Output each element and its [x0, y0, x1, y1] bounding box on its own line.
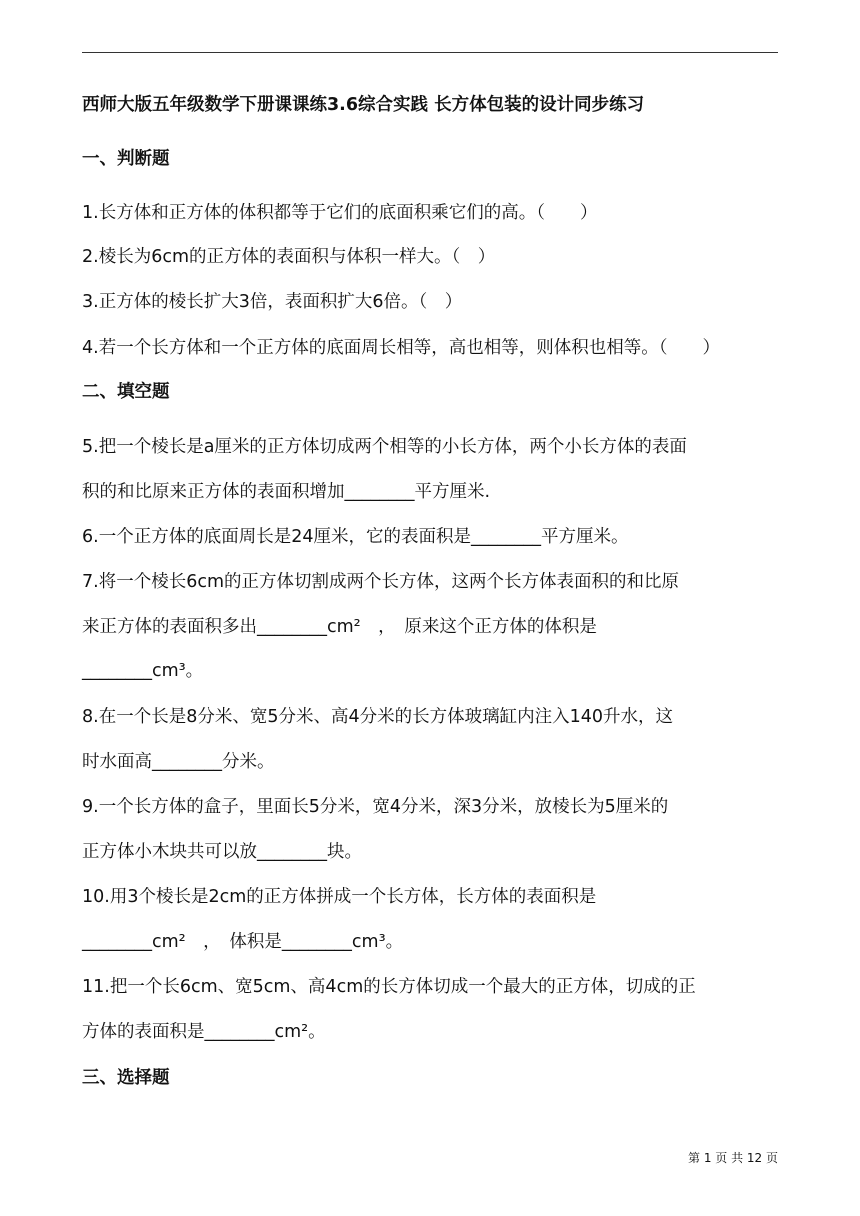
- header-rule: [82, 52, 778, 53]
- question-line: 6.一个正方体的底面周长是24厘米，它的表面积是________平方厘米。: [82, 527, 629, 547]
- question-line: ________cm³。: [82, 661, 204, 681]
- question-line: 时水面高________分米。: [82, 752, 275, 772]
- question-line: 7.将一个棱长6cm的正方体切割成两个长方体，这两个长方体表面积的和比原: [82, 572, 679, 592]
- question-line: 积的和比原来正方体的表面积增加________平方厘米.: [82, 482, 491, 502]
- question-line: 2.棱长为6cm的正方体的表面积与体积一样大。（ ）: [82, 247, 496, 267]
- section-heading-judge: 一、判断题: [82, 149, 170, 169]
- page-footer: 第 1 页 共 12 页: [688, 1151, 778, 1165]
- question-line: 3.正方体的棱长扩大3倍，表面积扩大6倍。（ ）: [82, 292, 463, 312]
- section-heading-choice: 三、选择题: [82, 1068, 170, 1088]
- question-line: 11.把一个长6cm、宽5cm、高4cm的长方体切成一个最大的正方体，切成的正: [82, 977, 696, 997]
- question-line: ________cm² ， 体积是________cm³。: [82, 932, 404, 952]
- question-line: 8.在一个长是8分米、宽5分米、高4分米的长方体玻璃缸内注入140升水，这: [82, 707, 673, 727]
- question-line: 9.一个长方体的盒子，里面长5分米，宽4分米，深3分米，放棱长为5厘米的: [82, 797, 669, 817]
- question-line: 来正方体的表面积多出________cm² ， 原来这个正方体的体积是: [82, 617, 597, 637]
- question-line: 5.把一个棱长是a厘米的正方体切成两个相等的小长方体，两个小长方体的表面: [82, 437, 687, 457]
- question-line: 10.用3个棱长是2cm的正方体拼成一个长方体，长方体的表面积是: [82, 887, 597, 907]
- section-heading-fill: 二、填空题: [82, 382, 170, 402]
- question-line: 方体的表面积是________cm²。: [82, 1022, 326, 1042]
- question-line: 正方体小木块共可以放________块。: [82, 842, 362, 862]
- question-line: 1.长方体和正方体的体积都等于它们的底面积乘它们的高。（ ）: [82, 203, 598, 223]
- document-title: 西师大版五年级数学下册课课练3.6综合实践 长方体包装的设计同步练习: [82, 95, 645, 115]
- question-line: 4.若一个长方体和一个正方体的底面周长相等，高也相等，则体积也相等。（ ）: [82, 338, 720, 358]
